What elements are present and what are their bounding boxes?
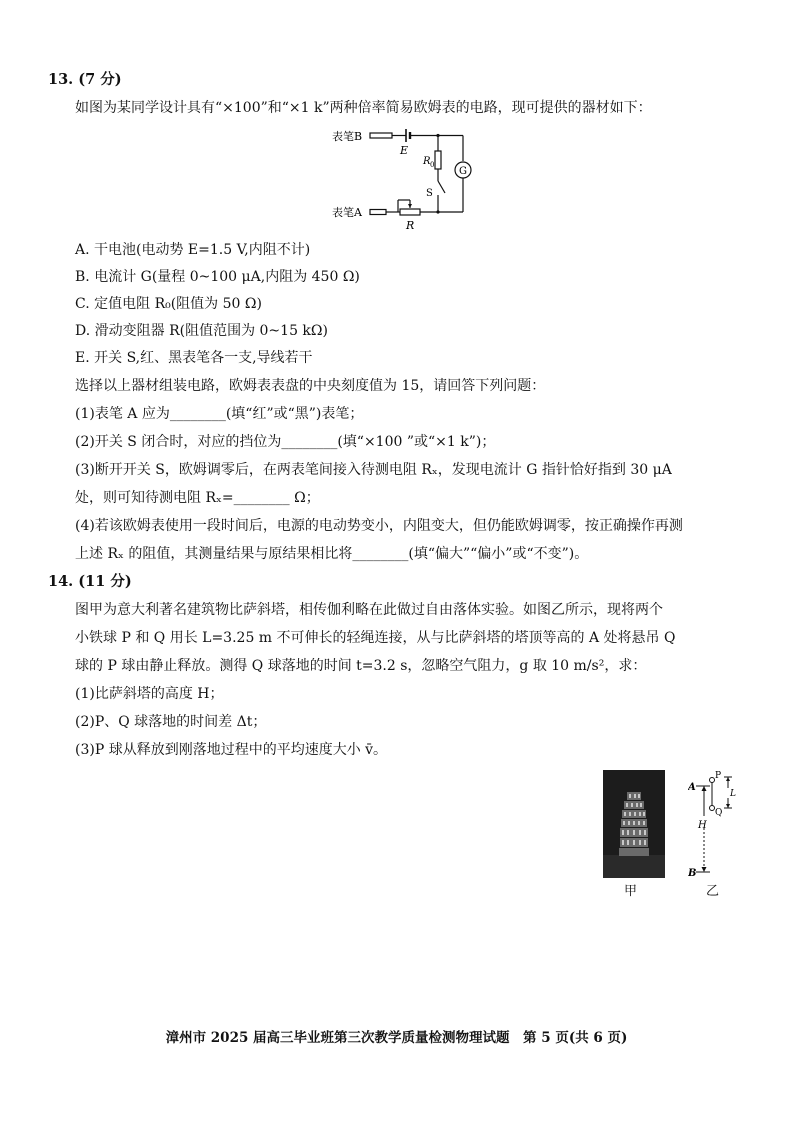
galvanometer-label: G <box>459 166 467 177</box>
switch-label: S <box>426 188 433 199</box>
r0-subscript: 0 <box>430 161 435 169</box>
q14-text-line-1: 图甲为意大利著名建筑物比萨斜塔，相传伽利略在此做过自由落体实验。如图乙所示，现将两个 <box>75 602 663 618</box>
probe-a-symbol <box>370 210 386 215</box>
q13-intro: 如图为某同学设计具有“×100”和“×1 k”两种倍率简易欧姆表的电路，现可提供的器材如下： <box>75 100 652 116</box>
ball-q-label: Q <box>715 808 723 818</box>
q14-text-line-3: 球的 P 球由静止释放。测得 Q 球落地的时间 t=3.2 s，忽略空气阻力，g 取 10 m/s²，求： <box>75 658 647 674</box>
r0-label: R <box>423 156 431 167</box>
page-footer: 漳州市 2025 届高三毕业班第三次教学质量检测物理试题 第 5 页(共 6 页) <box>165 1030 628 1046</box>
q14-part-2: (2)P、Q 球落地的时间差 Δt； <box>75 714 267 730</box>
rheostat-symbol <box>400 209 420 215</box>
ball-p <box>710 778 715 783</box>
q13-prompt: 选择以上器材组装电路，欧姆表表盘的中央刻度值为 15，请回答下列问题： <box>75 378 546 394</box>
figure-yi-label: 乙 <box>706 884 720 899</box>
q14-part-3: (3)P 球从释放到刚落地过程中的平均速度大小 v̄。 <box>75 742 388 758</box>
probe-a-label: 表笔A <box>332 206 362 219</box>
q14-header: 14. (11 分) <box>48 573 132 590</box>
ohmmeter-circuit-diagram <box>330 126 480 234</box>
r0-symbol <box>435 151 441 169</box>
q14-text-line-2: 小铁球 P 和 Q 用长 L=3.25 m 不可伸长的轻绳连接，从与比萨斜塔的塔顶等高的 A 处将悬吊 Q <box>75 630 676 646</box>
q13-option-e: E. 开关 S,红、黑表笔各一支,导线若干 <box>75 350 313 366</box>
q13-option-d: D. 滑动变阻器 R(阻值范围为 0~15 kΩ) <box>75 323 328 339</box>
q14-part-1: (1)比萨斜塔的高度 H； <box>75 686 224 702</box>
q13-header: 13. (7 分) <box>48 71 122 88</box>
q13-part-4: (4)若该欧姆表使用一段时间后，电源的电动势变小，内阻变大，但仍能欧姆调零，按正确操作再测 <box>75 518 683 534</box>
ball-q <box>710 806 715 811</box>
q13-option-c: C. 定值电阻 R₀(阻值为 50 Ω) <box>75 296 262 312</box>
probe-b-label: 表笔B <box>332 130 363 143</box>
battery-label: E <box>400 144 409 157</box>
rheostat-label: R <box>406 219 415 232</box>
switch-symbol <box>438 181 445 193</box>
ball-p-label: P <box>715 771 722 781</box>
q13-part-3: (3)断开开关 S，欧姆调零后，在两表笔间接入待测电阻 Rₓ，发现电流计 G 指针恰好指到 30 μA <box>75 462 672 478</box>
q13-part-1: (1)表笔 A 应为________(填“红”或“黑”)表笔； <box>75 406 364 422</box>
q13-option-a: A. 干电池(电动势 E=1.5 V,内阻不计) <box>75 242 311 258</box>
q13-option-b: B. 电流计 G(量程 0~100 μA,内阻为 450 Ω) <box>75 269 360 285</box>
leaning-tower-photo <box>603 770 665 878</box>
length-l-label: L <box>730 789 736 799</box>
q13-part-4-cont: 上述 Rₓ 的阻值，其测量结果与原结果相比将________(填“偏大”“偏小”或“不变”)。 <box>75 546 589 562</box>
point-b-label: B <box>688 868 697 879</box>
q13-part-2: (2)开关 S 闭合时，对应的挡位为________(填“×100 ”或“×1 k”)； <box>75 434 496 450</box>
point-a-label: A <box>688 782 696 793</box>
q13-part-3-cont: 处，则可知待测电阻 Rₓ=________ Ω； <box>75 490 320 506</box>
figure-jia-label: 甲 <box>624 884 638 899</box>
falling-balls-diagram <box>688 768 748 898</box>
probe-b-symbol <box>370 133 392 138</box>
height-h-label: H <box>698 820 707 831</box>
